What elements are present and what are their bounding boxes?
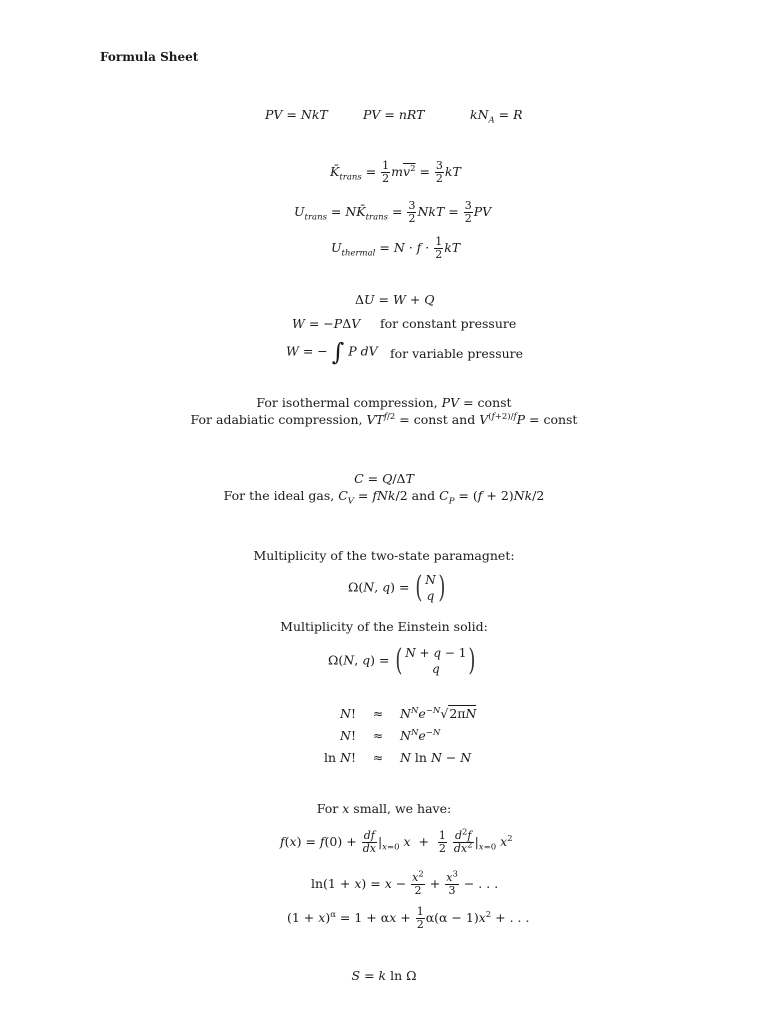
equation-paramagnet-multiplicity: Ω(N, q) = ( N q )	[348, 570, 446, 605]
equation-first-law: ΔU = W + Q	[355, 292, 435, 307]
equation-u-thermal: $U_{thermal} = N \cdot f$ · $\frac{1}{2}$ kT	[331, 235, 461, 261]
heading-einstein: Multiplicity of the Einstein solid:	[280, 619, 488, 634]
equation-work-constant: W = −PΔV	[292, 316, 361, 331]
page-title: Formula Sheet	[100, 50, 199, 64]
equation-taylor-series: f(x) = f(0) + $\frac{df}{dx}$ $|_{x=0}$ x + $\frac{1}{2}$ $\frac{d^2f}{dx^2}$ $|_{x=0}$ $x^2$	[280, 827, 513, 855]
stirling-approximations	[318, 702, 482, 768]
equation-k-trans: $K̄_{trans}$ = $\frac{1}{2}$ $mv^2$ = $\frac{3}{2}$ kT	[330, 159, 461, 185]
heading-paramagnet: Multiplicity of the two-state paramagnet:	[253, 548, 515, 563]
equation-kna-r: $kN_A = R$	[470, 107, 523, 126]
statement-isothermal: For isothermal compression, PV = const	[256, 395, 512, 410]
equation-pv-nkt: PV = NkT	[265, 107, 328, 122]
statement-ideal-gas-heat-capacity: For the ideal gas, $C_V = fNk/2$ and $C_P = (f + 2)Nk/2$	[223, 488, 545, 507]
equation-log-expansion: ln(1 + x) = x − $\frac{x^2}{2}$ + $\frac{x^3}{3}$ − . . .	[311, 869, 499, 897]
equation-einstein-multiplicity: Ω(N, q) = ( N + q − 1 q )	[328, 643, 476, 678]
stirling-row: N! ≈ $N^Ne^{-N}√2\pi N$	[340, 705, 477, 721]
equation-binomial-expansion: $(1 + x)^\alpha = 1 + \alpha x$ + $\frac{1}{2}$ $\alpha(\alpha - 1)x^2$ + . . .	[287, 905, 530, 931]
equation-u-trans: $U_{trans}$ = $NK̄_{trans}$ = $\frac{3}{2}$ NkT = $\frac{3}{2}$ PV	[294, 199, 492, 225]
equation-work-variable: W = − ∫ P dV	[286, 338, 378, 366]
stirling-row: ln N! ≈ N ln N − N	[324, 749, 472, 765]
label-variable-pressure: for variable pressure	[390, 346, 524, 361]
label-constant-pressure: for constant pressure	[380, 316, 517, 331]
statement-adiabatic: For adabiatic compression, $VT^{f/2}$ = const and $V^{(f+2)/f}P$ = const	[190, 411, 578, 427]
equation-pv-nrt: PV = nRT	[363, 107, 425, 122]
equation-entropy: S = k ln Ω	[351, 968, 417, 983]
heading-x-small: For x small, we have:	[316, 801, 452, 816]
equation-heat-capacity: C = Q/ΔT	[354, 471, 414, 486]
stirling-row: N! ≈ $N^Ne^{-N}$	[340, 727, 441, 743]
